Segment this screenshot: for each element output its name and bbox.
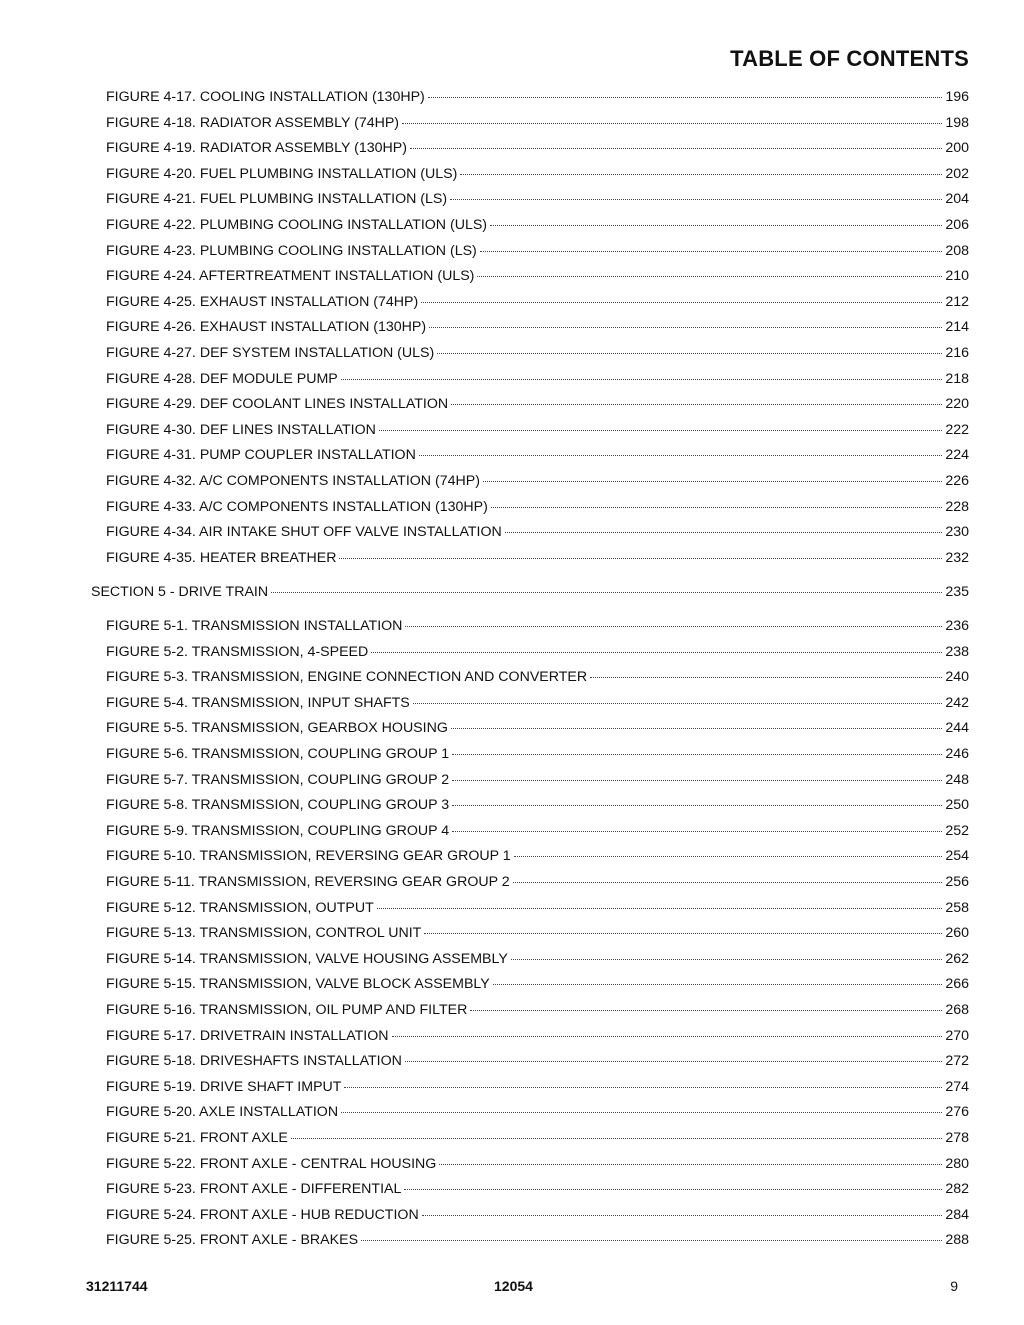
toc-figure-entry[interactable] [106,549,969,567]
dot-leader [490,225,942,226]
dot-leader [477,276,942,277]
toc-entry-label: FIGURE 4-21. FUEL PLUMBING INSTALLATION (LS) [106,191,448,208]
toc-entry-label: FIGURE 4-25. EXHAUST INSTALLATION (74HP) [106,293,419,310]
dot-leader [377,908,943,909]
toc-entry-page: 276 [945,1104,969,1121]
dot-leader [450,199,942,200]
toc-entry-label: FIGURE 4-29. DEF COOLANT LINES INSTALLATION [106,396,449,413]
toc-entry-label: FIGURE 5-21. FRONT AXLE [106,1130,288,1146]
toc-entry-page: 238 [945,643,969,660]
dot-leader [421,302,942,303]
toc-entry-label: FIGURE 5-15. TRANSMISSION, VALVE BLOCK ASSEMBLY [106,976,490,993]
toc-entry-page: 222 [945,421,969,438]
toc-entry-label: FIGURE 5-20. AXLE INSTALLATION [106,1104,339,1121]
toc-figure-entry[interactable] [106,1078,969,1096]
dot-leader [428,97,943,98]
dot-leader [452,754,942,755]
dot-leader [341,1112,942,1113]
toc-entry-page: 254 [945,848,969,865]
toc-figure-entry[interactable] [106,1052,969,1070]
toc-entry-label: FIGURE 4-30. DEF LINES INSTALLATION [106,421,376,438]
toc-figure-entry[interactable] [106,617,969,635]
dot-leader [429,327,942,328]
toc-entry-page: 198 [945,114,969,131]
dot-leader [291,1138,942,1139]
toc-entry-page: 230 [945,524,969,541]
toc-entry-label: FIGURE 5-19. DRIVE SHAFT IMPUT [106,1078,342,1095]
toc-entry-label: FIGURE 5-12. TRANSMISSION, OUTPUT [106,899,374,916]
toc-figure-entry[interactable] [106,924,969,942]
toc-figure-entry[interactable] [106,1180,969,1198]
toc-figure-entry[interactable] [106,293,969,311]
dot-leader [422,1215,943,1216]
page-title: TABLE OF CONTENTS [730,46,969,71]
dot-leader [404,1189,942,1190]
toc-figure-entry[interactable] [106,498,969,516]
toc-figure-entry[interactable] [106,114,969,132]
toc-figure-entry[interactable] [106,899,969,917]
dot-leader [419,455,942,456]
dot-leader [451,728,942,729]
toc-entry-page: 202 [945,165,969,182]
toc-entry-page: 258 [945,899,969,916]
toc-entry-label: FIGURE 5-5. TRANSMISSION, GEARBOX HOUSING [106,720,448,737]
toc-figure-entry[interactable] [106,1001,969,1019]
toc-entry-page: 244 [945,720,969,737]
toc-entry-page: 196 [945,89,969,105]
dot-leader [424,933,942,934]
toc-figure-entry[interactable] [106,668,969,686]
dot-leader [437,353,942,354]
toc-entry-label: FIGURE 4-33. A/C COMPONENTS INSTALLATION (130HP) [106,498,488,515]
toc-entry-label: FIGURE 4-26. EXHAUST INSTALLATION (130HP) [106,319,427,336]
toc-entry-label: FIGURE 5-1. TRANSMISSION INSTALLATION [106,618,403,634]
dot-leader [514,856,943,857]
toc-figure-entry[interactable] [106,472,969,490]
toc-entry-label: FIGURE 5-24. FRONT AXLE - HUB REDUCTION [106,1206,419,1223]
toc-entry-label: FIGURE 5-16. TRANSMISSION, OIL PUMP AND FILTER [106,1002,468,1018]
toc-entry-label: FIGURE 5-25. FRONT AXLE - BRAKES [106,1232,359,1249]
toc-entry-page: 268 [945,1002,969,1018]
dot-leader [493,984,943,985]
toc-entry-label: FIGURE 5-14. TRANSMISSION, VALVE HOUSING ASSEMBLY [106,950,508,967]
dot-leader [410,148,942,149]
dot-leader [451,404,942,405]
toc-entry-page: 220 [945,396,969,413]
toc-section-entry[interactable] [91,583,969,601]
toc-figure-entry[interactable] [106,318,969,336]
toc-entry-page: 278 [945,1130,969,1146]
toc-figure-entry[interactable] [106,694,969,712]
toc-entry-label: FIGURE 5-7. TRANSMISSION, COUPLING GROUP 2 [106,771,450,788]
dot-leader [590,677,942,678]
toc-figure-entry[interactable] [106,190,969,208]
toc-entry-label: FIGURE 5-8. TRANSMISSION, COUPLING GROUP 3 [106,797,450,814]
toc-figure-entry[interactable] [106,950,969,968]
toc-entry-page: 272 [945,1053,969,1070]
toc-entry-page: 206 [945,217,969,233]
footer-code: 12054 [494,1278,533,1294]
toc-entry-label: FIGURE 4-19. RADIATOR ASSEMBLY (130HP) [106,140,407,157]
toc-entry-label: FIGURE 5-2. TRANSMISSION, 4-SPEED [106,643,369,660]
toc-entry-page: 280 [945,1155,969,1172]
toc-figure-entry[interactable] [106,216,969,234]
toc-entry-label: FIGURE 5-4. TRANSMISSION, INPUT SHAFTS [106,694,410,711]
dot-leader [483,481,942,482]
toc-entry-label: FIGURE 4-34. AIR INTAKE SHUT OFF VALVE INSTALLATION [106,524,502,541]
toc-entry-label: FIGURE 4-27. DEF SYSTEM INSTALLATION (ULS) [106,345,435,361]
toc-entry-page: 282 [945,1181,969,1198]
toc-entry-label: FIGURE 4-22. PLUMBING COOLING INSTALLATION (ULS) [106,217,488,233]
toc-figure-entry[interactable] [106,267,969,285]
toc-entry-page: 288 [945,1232,969,1249]
toc-entry-page: 208 [945,242,969,259]
toc-entry-page: 266 [945,976,969,993]
toc-entry-page: 204 [945,191,969,208]
toc-entry-page: 216 [945,345,969,361]
dot-leader [344,1087,942,1088]
toc-entry-page: 252 [945,822,969,839]
dot-leader [271,592,942,593]
toc-entry-label: SECTION 5 - DRIVE TRAIN [91,584,269,601]
toc-entry-page: 274 [945,1078,969,1095]
dot-leader [452,805,942,806]
toc-entry-label: FIGURE 5-23. FRONT AXLE - DIFFERENTIAL [106,1181,402,1198]
toc-entry-page: 242 [945,694,969,711]
toc-entry-page: 248 [945,771,969,788]
toc-entry-page: 260 [945,925,969,942]
dot-leader [405,626,942,627]
toc-figure-entry[interactable] [106,745,969,763]
toc-figure-entry[interactable] [106,370,969,388]
toc-figure-entry[interactable] [106,421,969,439]
toc-entry-label: FIGURE 5-17. DRIVETRAIN INSTALLATION [106,1027,389,1044]
toc-figure-entry[interactable] [106,446,969,464]
dot-leader [460,174,942,175]
toc-figure-entry[interactable] [106,847,969,865]
toc-entry-page: 236 [945,618,969,634]
toc-entry-page: 246 [945,746,969,762]
toc-entry-label: FIGURE 4-20. FUEL PLUMBING INSTALLATION (ULS) [106,165,458,182]
toc-figure-entry[interactable] [106,1155,969,1173]
toc-entry-label: FIGURE 5-9. TRANSMISSION, COUPLING GROUP 4 [106,822,450,839]
footer-document-number: 31211744 [86,1278,148,1294]
toc-entry-label: FIGURE 4-17. COOLING INSTALLATION (130HP) [106,89,425,105]
toc-entry-page: 210 [945,268,969,285]
toc-entry-page: 224 [945,447,969,464]
toc-entry-page: 232 [945,549,969,566]
toc-entry-label: FIGURE 4-24. AFTERTREATMENT INSTALLATION (ULS) [106,268,475,285]
toc-figure-entry[interactable] [106,796,969,814]
toc-entry-page: 228 [945,498,969,515]
toc-figure-entry[interactable] [106,395,969,413]
dot-leader [470,1010,942,1011]
toc-entry-page: 262 [945,950,969,967]
dot-leader [505,532,943,533]
toc-entry-label: FIGURE 4-18. RADIATOR ASSEMBLY (74HP) [106,114,400,131]
dot-leader [452,831,942,832]
toc-figure-entry[interactable] [106,1027,969,1045]
dot-leader [341,379,943,380]
toc-entry-label: FIGURE 5-6. TRANSMISSION, COUPLING GROUP 1 [106,746,450,762]
dot-leader [491,507,943,508]
toc-entry-label: FIGURE 4-35. HEATER BREATHER [106,549,337,566]
dot-leader [361,1240,942,1241]
toc-entry-label: FIGURE 5-13. TRANSMISSION, CONTROL UNIT [106,925,422,942]
toc-figure-entry[interactable] [106,1206,969,1224]
toc-entry-page: 284 [945,1206,969,1223]
toc-entry-label: FIGURE 5-18. DRIVESHAFTS INSTALLATION [106,1053,402,1070]
toc-entry-page: 235 [945,584,969,601]
dot-leader [513,882,943,883]
toc-entry-label: FIGURE 5-22. FRONT AXLE - CENTRAL HOUSING [106,1155,437,1172]
dot-leader [413,703,943,704]
toc-figure-entry[interactable] [106,1103,969,1121]
toc-entry-label: FIGURE 5-10. TRANSMISSION, REVERSING GEAR GROUP 1 [106,848,511,865]
dot-leader [452,780,942,781]
toc-entry-label: FIGURE 4-28. DEF MODULE PUMP [106,370,338,387]
toc-figure-entry[interactable] [106,139,969,157]
toc-entry-page: 200 [945,140,969,157]
toc-figure-entry[interactable] [106,873,969,891]
toc-figure-entry[interactable] [106,165,969,183]
toc-entry-page: 240 [945,669,969,686]
toc-figure-entry[interactable] [106,344,969,362]
footer-page-number: 9 [950,1278,958,1294]
dot-leader [339,558,942,559]
toc-figure-entry[interactable] [106,719,969,737]
toc-entry-label: FIGURE 4-23. PLUMBING COOLING INSTALLATION (LS) [106,242,477,259]
toc-figure-entry[interactable] [106,643,969,661]
toc-figure-entry[interactable] [106,1129,969,1147]
dot-leader [405,1061,942,1062]
toc-entry-page: 212 [945,293,969,310]
toc-entry-label: FIGURE 4-32. A/C COMPONENTS INSTALLATION (74HP) [106,473,480,489]
toc-entry-page: 214 [945,319,969,336]
dot-leader [392,1036,943,1037]
dot-leader [480,251,943,252]
dot-leader [439,1164,942,1165]
toc-entry-label: FIGURE 5-3. TRANSMISSION, ENGINE CONNECTION AND CONVERTER [106,669,588,686]
toc-entry-page: 226 [945,473,969,489]
toc-figure-entry[interactable] [106,523,969,541]
dot-leader [402,123,942,124]
toc-figure-entry[interactable] [106,1231,969,1249]
toc-figure-entry[interactable] [106,771,969,789]
dot-leader [379,430,942,431]
toc-figure-entry[interactable] [106,822,969,840]
toc-figure-entry[interactable] [106,242,969,260]
toc-entry-label: FIGURE 4-31. PUMP COUPLER INSTALLATION [106,447,416,464]
toc-entry-page: 250 [945,797,969,814]
toc-entry-label: FIGURE 5-11. TRANSMISSION, REVERSING GEAR GROUP 2 [106,874,510,890]
dot-leader [371,652,942,653]
toc-figure-entry[interactable] [106,975,969,993]
toc-entry-page: 270 [945,1027,969,1044]
toc-figure-entry[interactable] [106,88,969,106]
toc-entry-page: 218 [945,370,969,387]
dot-leader [511,959,943,960]
toc-entry-page: 256 [945,874,969,890]
